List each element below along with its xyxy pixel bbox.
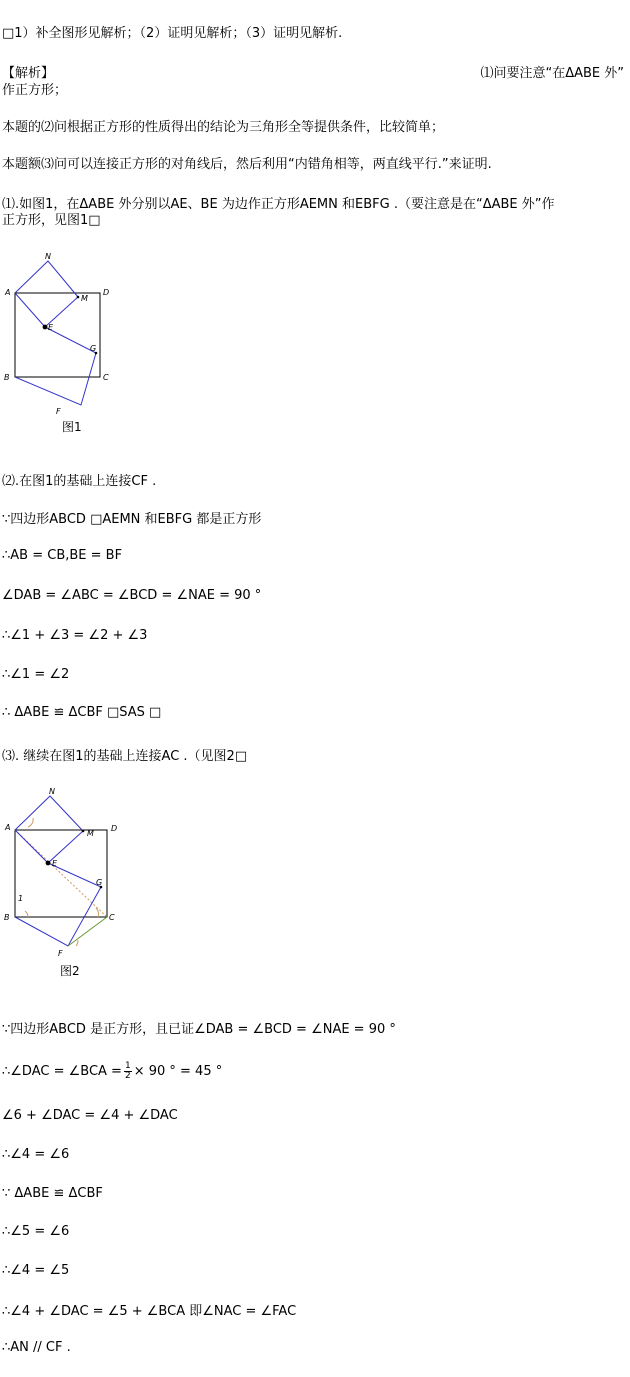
label-c: C [109, 913, 115, 922]
label-g: G [96, 878, 103, 887]
label-b: B [4, 373, 10, 382]
proof3-line-5: ∵ ΔABE ≌ ΔCBF [2, 1186, 103, 1201]
proof2-line-1: ∵四边形ABCD □AEMN 和EBFG 都是正方形 [2, 512, 262, 527]
proof2-line-6: ∴ ΔABE ≌ ΔCBF □SAS □ [2, 705, 162, 720]
label-a: A [5, 288, 11, 297]
angle-mark-c [96, 908, 98, 917]
proof3-line-8: ∴∠4 + ∠DAC = ∠5 + ∠BCA 即∠NAC = ∠FAC [2, 1304, 297, 1319]
label-m: M [81, 294, 88, 303]
angle-mark-a [28, 818, 33, 827]
proof2-line-5: ∴∠1 = ∠2 [2, 667, 70, 682]
angle-mark-f [76, 940, 78, 946]
fraction-denominator: 2 [124, 1071, 131, 1081]
label-e: E [48, 323, 54, 332]
proof3-line-1: ∵四边形ABCD 是正方形，且已证∠DAB = ∠BCD = ∠NAE = 90 ° [2, 1022, 396, 1037]
label-d: D [111, 824, 118, 833]
proof3-line-6: ∴∠5 = ∠6 [2, 1224, 70, 1239]
square-abcd [15, 293, 100, 377]
proof3-line-2-start: ∴∠DAC = ∠BCA = [2, 1064, 122, 1079]
label-n: N [49, 787, 55, 796]
proof3-line-4: ∴∠4 = ∠6 [2, 1147, 70, 1162]
square-abcd [15, 830, 107, 917]
proof2-line-3: ∠DAB = ∠ABC = ∠BCD = ∠NAE = 90 ° [2, 588, 262, 603]
fraction-numerator: 1 [124, 1061, 131, 1071]
figure-2 [0, 783, 130, 983]
part1-text-cont: 正方形，见图1□ [2, 213, 101, 228]
proof2-line-2: ∴AB = CB,BE = BF [2, 548, 123, 563]
analysis-paragraph-2: 本题的⑵问根据正方形的性质得出的结论为三角形全等提供条件，比较简单； [2, 120, 445, 135]
proof3-line-2-end: × 90 ° = 45 ° [133, 1064, 223, 1079]
point-e [43, 325, 48, 330]
fraction-half [124, 1062, 132, 1081]
proof3-conclusion: ∴AN // CF . [2, 1340, 71, 1355]
angle-mark-b [25, 911, 28, 917]
label-1: 1 [18, 894, 24, 903]
proof2-line-4: ∴∠1 + ∠3 = ∠2 + ∠3 [2, 628, 148, 643]
label-f: F [58, 949, 63, 958]
figure-1-caption: 图1 [62, 420, 82, 434]
part3-text: ⑶. 继续在图1的基础上连接AC .（见图2□ [2, 749, 248, 764]
label-g: G [90, 344, 97, 353]
figure-1 [0, 245, 130, 440]
analysis-heading: 【解析】 [2, 66, 55, 81]
square-aemn [15, 261, 78, 327]
point-m [82, 830, 85, 833]
label-c: C [103, 373, 109, 382]
point-e [46, 861, 51, 866]
analysis-note-right: ⑴问要注意“在ΔABE 外” [480, 66, 624, 81]
analysis-paragraph-3: 本题额⑶问可以连接正方形的对角线后，然后利用“内错角相等，两直线平行.”来证明. [2, 157, 492, 172]
proof3-line-2 [2, 1062, 222, 1081]
label-m: M [87, 829, 94, 838]
proof3-line-7: ∴∠4 = ∠5 [2, 1263, 70, 1278]
label-b: B [4, 913, 10, 922]
analysis-note-cont: 作正方形； [2, 83, 68, 98]
part1-text: ⑴.如图1，在ΔABE 外分别以AE、BE 为边作正方形AEMN 和EBFG .（要注意是在“ΔABE 外”作 [2, 197, 555, 212]
point-m [77, 296, 80, 299]
square-ebfg [15, 327, 96, 405]
diagonal-ac [15, 830, 107, 917]
part2-text: ⑵.在图1的基础上连接CF . [2, 474, 157, 489]
square-ebfg [15, 863, 101, 946]
label-d: D [103, 288, 110, 297]
label-f: F [56, 407, 61, 416]
answer-summary: □1）补全图形见解析；（2）证明见解析；（3）证明见解析. [2, 26, 343, 41]
segment-cf [68, 917, 107, 946]
proof3-line-3: ∠6 + ∠DAC = ∠4 + ∠DAC [2, 1108, 178, 1123]
label-n: N [45, 252, 51, 261]
figure-2-caption: 图2 [60, 964, 80, 978]
label-e: E [52, 859, 58, 868]
label-a: A [5, 823, 11, 832]
